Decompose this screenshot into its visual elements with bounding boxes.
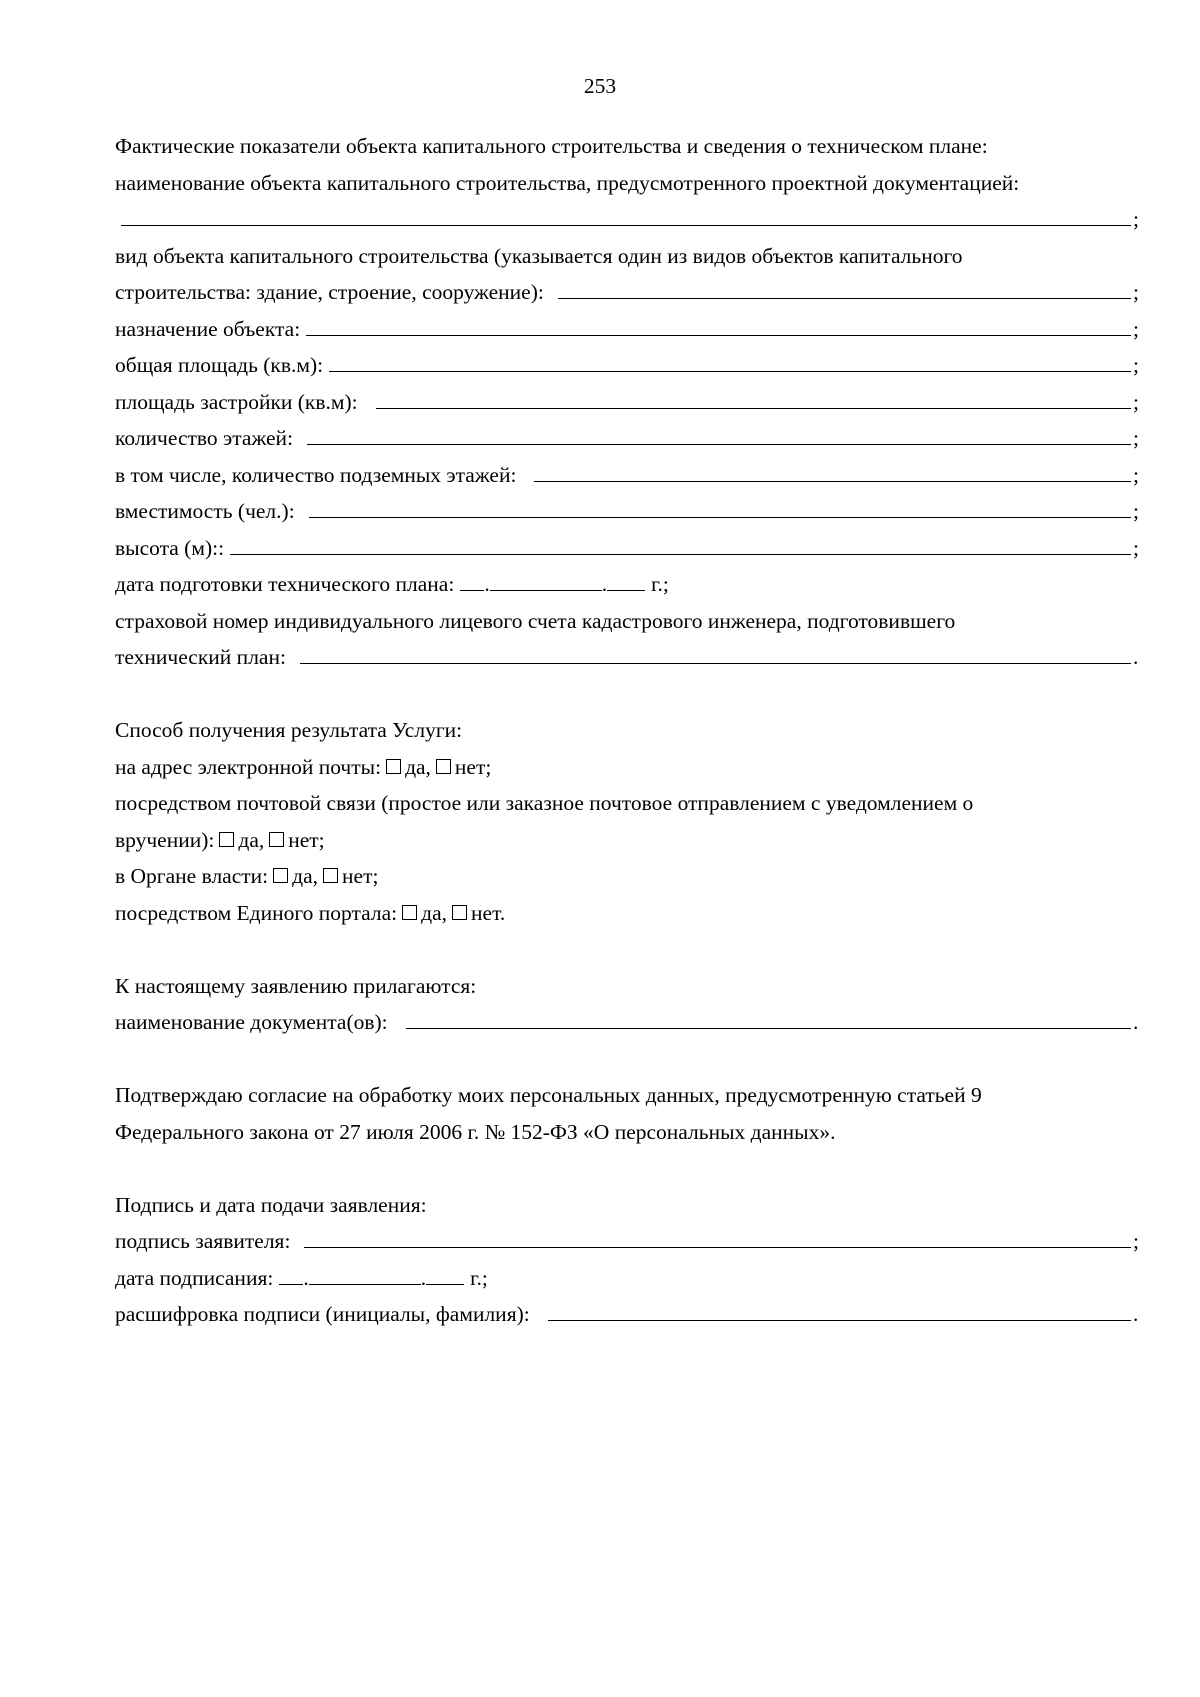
decoding-row: расшифровка подписи (инициалы, фамилия): .: [115, 1302, 1139, 1326]
snils-row: технический план: .: [115, 645, 1139, 669]
object-kind-field[interactable]: [558, 278, 1131, 299]
signature-row: подпись заявителя: ;: [115, 1229, 1139, 1253]
sign-date-month-field[interactable]: [309, 1264, 421, 1285]
office-no-checkbox[interactable]: [323, 868, 338, 883]
object-name-field[interactable]: [121, 205, 1131, 226]
office-yes-checkbox[interactable]: [273, 868, 288, 883]
height-field[interactable]: [230, 534, 1131, 555]
post-no-checkbox[interactable]: [269, 832, 284, 847]
post-yes-checkbox[interactable]: [219, 832, 234, 847]
object-name-row: ;: [115, 201, 1145, 238]
plan-date-month-field[interactable]: [490, 570, 602, 591]
delivery-office-row: в Органе власти: да, нет;: [115, 864, 379, 888]
attachments-heading: К настоящему заявлению прилагаются:: [115, 973, 477, 998]
floors-row: количество этажей: ;: [115, 426, 1139, 450]
signature-heading: Подпись и дата подачи заявления:: [115, 1192, 427, 1217]
email-yes-checkbox[interactable]: [386, 759, 401, 774]
object-kind-label: вид объекта капитального строительства (указывается один из видов объектов капитального: [115, 243, 963, 268]
capacity-field[interactable]: [309, 497, 1131, 518]
building-area-row: площадь застройки (кв.м): ;: [115, 389, 1139, 414]
sign-date-row: дата подписания: . . г.;: [115, 1265, 488, 1290]
building-area-field[interactable]: [376, 388, 1131, 409]
delivery-post-label: посредством почтовой связи (простое или заказное почтовое отправлением с уведомлением о: [115, 791, 974, 815]
object-name-label: наименование объекта капитального строительства, предусмотренного проектной документацией:: [115, 170, 1020, 195]
decoding-field[interactable]: [548, 1300, 1131, 1321]
purpose-field[interactable]: [306, 315, 1131, 336]
portal-yes-checkbox[interactable]: [402, 905, 417, 920]
attachments-row: наименование документа(ов): .: [115, 1010, 1139, 1034]
underground-floors-field[interactable]: [534, 461, 1131, 482]
snils-label: страховой номер индивидуального лицевого счета кадастрового инженера, подготовившего: [115, 608, 956, 633]
signature-field[interactable]: [304, 1227, 1131, 1248]
delivery-heading: Способ получения результата Услуги:: [115, 718, 463, 742]
plan-date-row: дата подготовки технического плана: . . г.;: [115, 572, 669, 596]
consent-line-2: Федерального закона от 27 июля 2006 г. № 152-ФЗ «О персональных данных».: [115, 1119, 836, 1144]
sign-date-year-field[interactable]: [426, 1264, 464, 1285]
sign-date-day-field[interactable]: [279, 1264, 303, 1285]
plan-date-year-field[interactable]: [607, 570, 645, 591]
consent-line-1: Подтверждаю согласие на обработку моих персональных данных, предусмотренную статьей 9: [115, 1083, 982, 1107]
page-number: 253: [583, 74, 617, 98]
object-kind-row: строительства: здание, строение, сооружение): ;: [115, 280, 1139, 304]
height-row: высота (м):: ;: [115, 535, 1139, 560]
delivery-email-row: на адрес электронной почты: да, нет;: [115, 754, 492, 779]
underground-floors-row: в том числе, количество подземных этажей: ;: [115, 462, 1139, 487]
floors-field[interactable]: [307, 424, 1131, 445]
form-content: [115, 128, 1145, 1333]
indicators-heading: Фактические показатели объекта капитального строительства и сведения о техническом плане:: [115, 134, 988, 158]
total-area-row: общая площадь (кв.м): ;: [115, 353, 1139, 377]
delivery-portal-row: посредством Единого портала: да, нет.: [115, 900, 506, 925]
portal-no-checkbox[interactable]: [452, 905, 467, 920]
attachments-field[interactable]: [406, 1008, 1131, 1029]
capacity-row: вместимость (чел.): ;: [115, 499, 1139, 523]
snils-field[interactable]: [300, 643, 1131, 664]
purpose-row: назначение объекта: ;: [115, 316, 1139, 341]
plan-date-day-field[interactable]: [460, 570, 484, 591]
total-area-field[interactable]: [329, 351, 1131, 372]
email-no-checkbox[interactable]: [436, 759, 451, 774]
delivery-post-row: вручении): да, нет;: [115, 827, 325, 852]
